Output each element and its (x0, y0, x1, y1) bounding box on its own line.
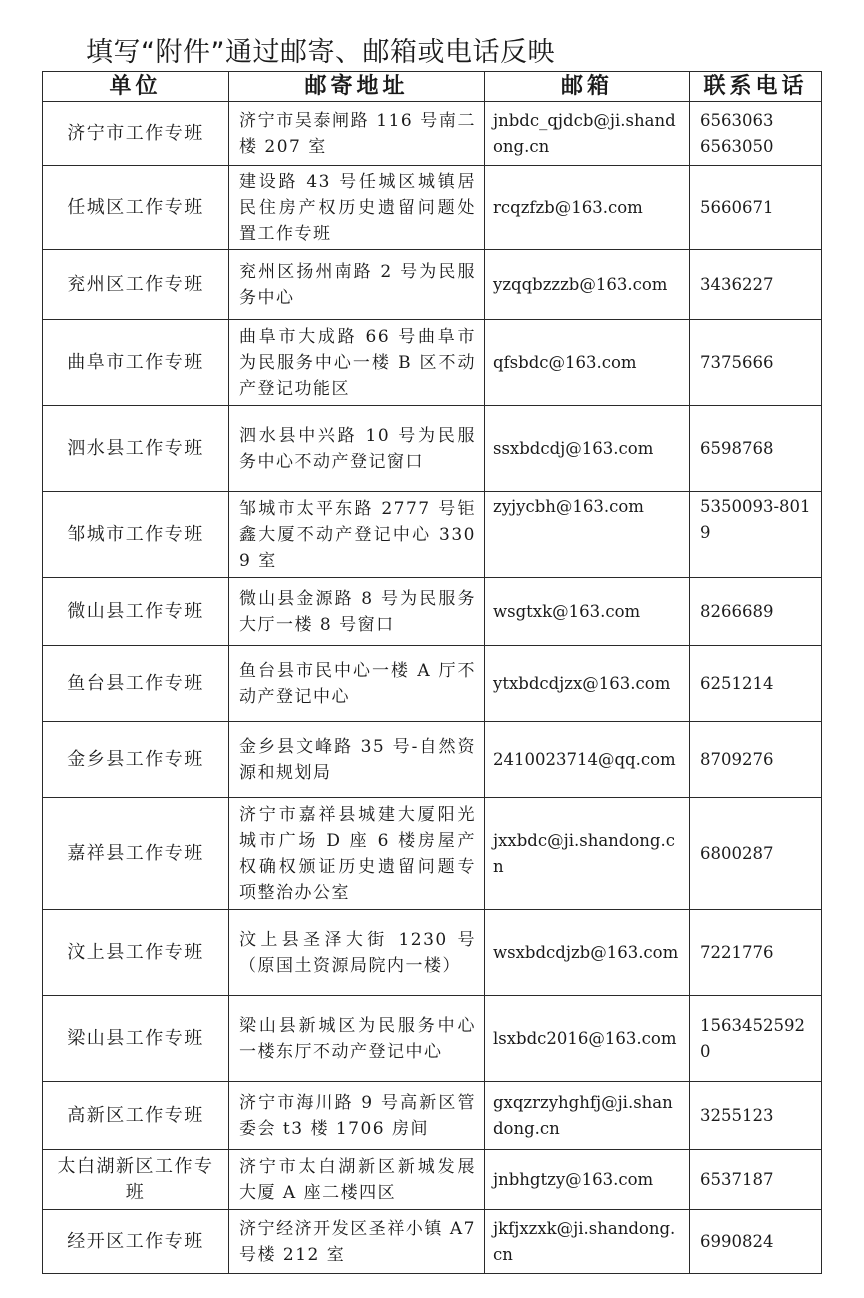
table-row (43, 406, 822, 492)
table-row (43, 492, 822, 578)
cell-address: 鱼台县市民中心一楼 A 厅不动产登记中心 (229, 646, 485, 722)
table-row (43, 1210, 822, 1274)
cell-unit: 嘉祥县工作专班 (43, 798, 229, 910)
phone-number[interactable]: 5350093-8019 (700, 497, 811, 542)
phone-number[interactable]: 6563063 (700, 110, 774, 130)
cell-email[interactable]: ytxbdcdjzx@163.com (485, 646, 690, 722)
cell-unit: 曲阜市工作专班 (43, 320, 229, 406)
cell-phone (690, 1082, 822, 1150)
cell-unit: 微山县工作专班 (43, 578, 229, 646)
cell-email[interactable]: zyjycbh@163.com (485, 492, 690, 578)
cell-email[interactable]: jnbdc_qjdcb@ji.shandong.cn (485, 102, 690, 166)
table-row (43, 102, 822, 166)
cell-unit: 泗水县工作专班 (43, 406, 229, 492)
cell-unit: 经开区工作专班 (43, 1210, 229, 1274)
cell-email[interactable]: gxqzrzyhghfj@ji.shandong.cn (485, 1082, 690, 1150)
table-row (43, 722, 822, 798)
table-row (43, 320, 822, 406)
cell-address: 微山县金源路 8 号为民服务大厅一楼 8 号窗口 (229, 578, 485, 646)
table-row (43, 798, 822, 910)
cell-address: 金乡县文峰路 35 号-自然资源和规划局 (229, 722, 485, 798)
table-row (43, 166, 822, 250)
phone-number[interactable]: 8709276 (700, 749, 774, 769)
cell-address: 济宁市太白湖新区新城发展大厦 A 座二楼四区 (229, 1150, 485, 1210)
cell-email[interactable]: wsgtxk@163.com (485, 578, 690, 646)
cell-email[interactable]: yzqqbzzzb@163.com (485, 250, 690, 320)
cell-unit: 太白湖新区工作专班 (43, 1150, 229, 1210)
cell-address: 建设路 43 号任城区城镇居民住房产权历史遗留问题处置工作专班 (229, 166, 485, 250)
cell-unit: 兖州区工作专班 (43, 250, 229, 320)
table-row (43, 646, 822, 722)
cell-phone (690, 996, 822, 1082)
phone-number[interactable]: 8266689 (700, 601, 774, 621)
cell-phone (690, 646, 822, 722)
phone-number[interactable]: 3436227 (700, 274, 774, 294)
phone-number[interactable]: 3255123 (700, 1105, 774, 1125)
cell-unit: 金乡县工作专班 (43, 722, 229, 798)
cell-address: 兖州区扬州南路 2 号为民服务中心 (229, 250, 485, 320)
phone-number[interactable]: 7375666 (700, 352, 774, 372)
cell-phone (690, 1210, 822, 1274)
phone-number[interactable]: 15634525920 (700, 1015, 805, 1061)
cell-unit: 梁山县工作专班 (43, 996, 229, 1082)
cell-phone (690, 722, 822, 798)
table-row (43, 996, 822, 1082)
phone-number[interactable]: 6598768 (700, 438, 774, 458)
header-address: 邮寄地址 (229, 72, 485, 102)
phone-number[interactable]: 6537187 (700, 1169, 774, 1189)
cell-email[interactable]: jxxbdc@ji.shandong.cn (485, 798, 690, 910)
cell-address: 济宁市吴泰闸路 116 号南二楼 207 室 (229, 102, 485, 166)
page-title: 填写“附件”通过邮寄、邮箱或电话反映 (86, 37, 555, 68)
table-row (43, 1150, 822, 1210)
phone-number[interactable]: 6990824 (700, 1231, 774, 1251)
header-phone: 联系电话 (690, 72, 822, 102)
table-row (43, 1082, 822, 1150)
cell-phone (690, 406, 822, 492)
cell-phone (690, 250, 822, 320)
cell-unit: 邹城市工作专班 (43, 492, 229, 578)
cell-unit: 济宁市工作专班 (43, 102, 229, 166)
phone-number[interactable]: 6563050 (700, 136, 774, 156)
cell-address: 济宁市海川路 9 号高新区管委会 t3 楼 1706 房间 (229, 1082, 485, 1150)
table-row (43, 910, 822, 996)
header-row (43, 72, 822, 102)
cell-email[interactable]: wsxbdcdjzb@163.com (485, 910, 690, 996)
cell-phone (690, 1150, 822, 1210)
contact-table (42, 71, 822, 1274)
cell-address: 梁山县新城区为民服务中心一楼东厅不动产登记中心 (229, 996, 485, 1082)
cell-email[interactable]: 2410023714@qq.com (485, 722, 690, 798)
table-row (43, 578, 822, 646)
cell-unit: 任城区工作专班 (43, 166, 229, 250)
phone-number[interactable]: 6800287 (700, 843, 774, 863)
header-unit: 单位 (43, 72, 229, 102)
cell-address: 汶上县圣泽大街 1230 号（原国土资源局院内一楼） (229, 910, 485, 996)
cell-phone (690, 910, 822, 996)
cell-phone (690, 166, 822, 250)
cell-address: 济宁经济开发区圣祥小镇 A7 号楼 212 室 (229, 1210, 485, 1274)
cell-email[interactable]: jnbhgtzy@163.com (485, 1150, 690, 1210)
cell-unit: 高新区工作专班 (43, 1082, 229, 1150)
cell-phone (690, 798, 822, 910)
cell-address: 泗水县中兴路 10 号为民服务中心不动产登记窗口 (229, 406, 485, 492)
cell-email[interactable]: jkfjxzxk@ji.shandong.cn (485, 1210, 690, 1274)
cell-phone (690, 492, 822, 578)
cell-phone (690, 320, 822, 406)
cell-unit: 汶上县工作专班 (43, 910, 229, 996)
header-email: 邮箱 (485, 72, 690, 102)
phone-number[interactable]: 7221776 (700, 942, 774, 962)
cell-email[interactable]: lsxbdc2016@163.com (485, 996, 690, 1082)
cell-email[interactable]: qfsbdc@163.com (485, 320, 690, 406)
phone-number[interactable]: 6251214 (700, 673, 774, 693)
cell-phone (690, 578, 822, 646)
phone-number[interactable]: 5660671 (700, 197, 774, 217)
cell-phone (690, 102, 822, 166)
table-row (43, 250, 822, 320)
cell-email[interactable]: rcqzfzb@163.com (485, 166, 690, 250)
cell-address: 曲阜市大成路 66 号曲阜市为民服务中心一楼 B 区不动产登记功能区 (229, 320, 485, 406)
cell-email[interactable]: ssxbdcdj@163.com (485, 406, 690, 492)
cell-unit: 鱼台县工作专班 (43, 646, 229, 722)
cell-address: 济宁市嘉祥县城建大厦阳光城市广场 D 座 6 楼房屋产权确权颁证历史遗留问题专项整治办公室 (229, 798, 485, 910)
cell-address: 邹城市太平东路 2777 号钜鑫大厦不动产登记中心 3309 室 (229, 492, 485, 578)
